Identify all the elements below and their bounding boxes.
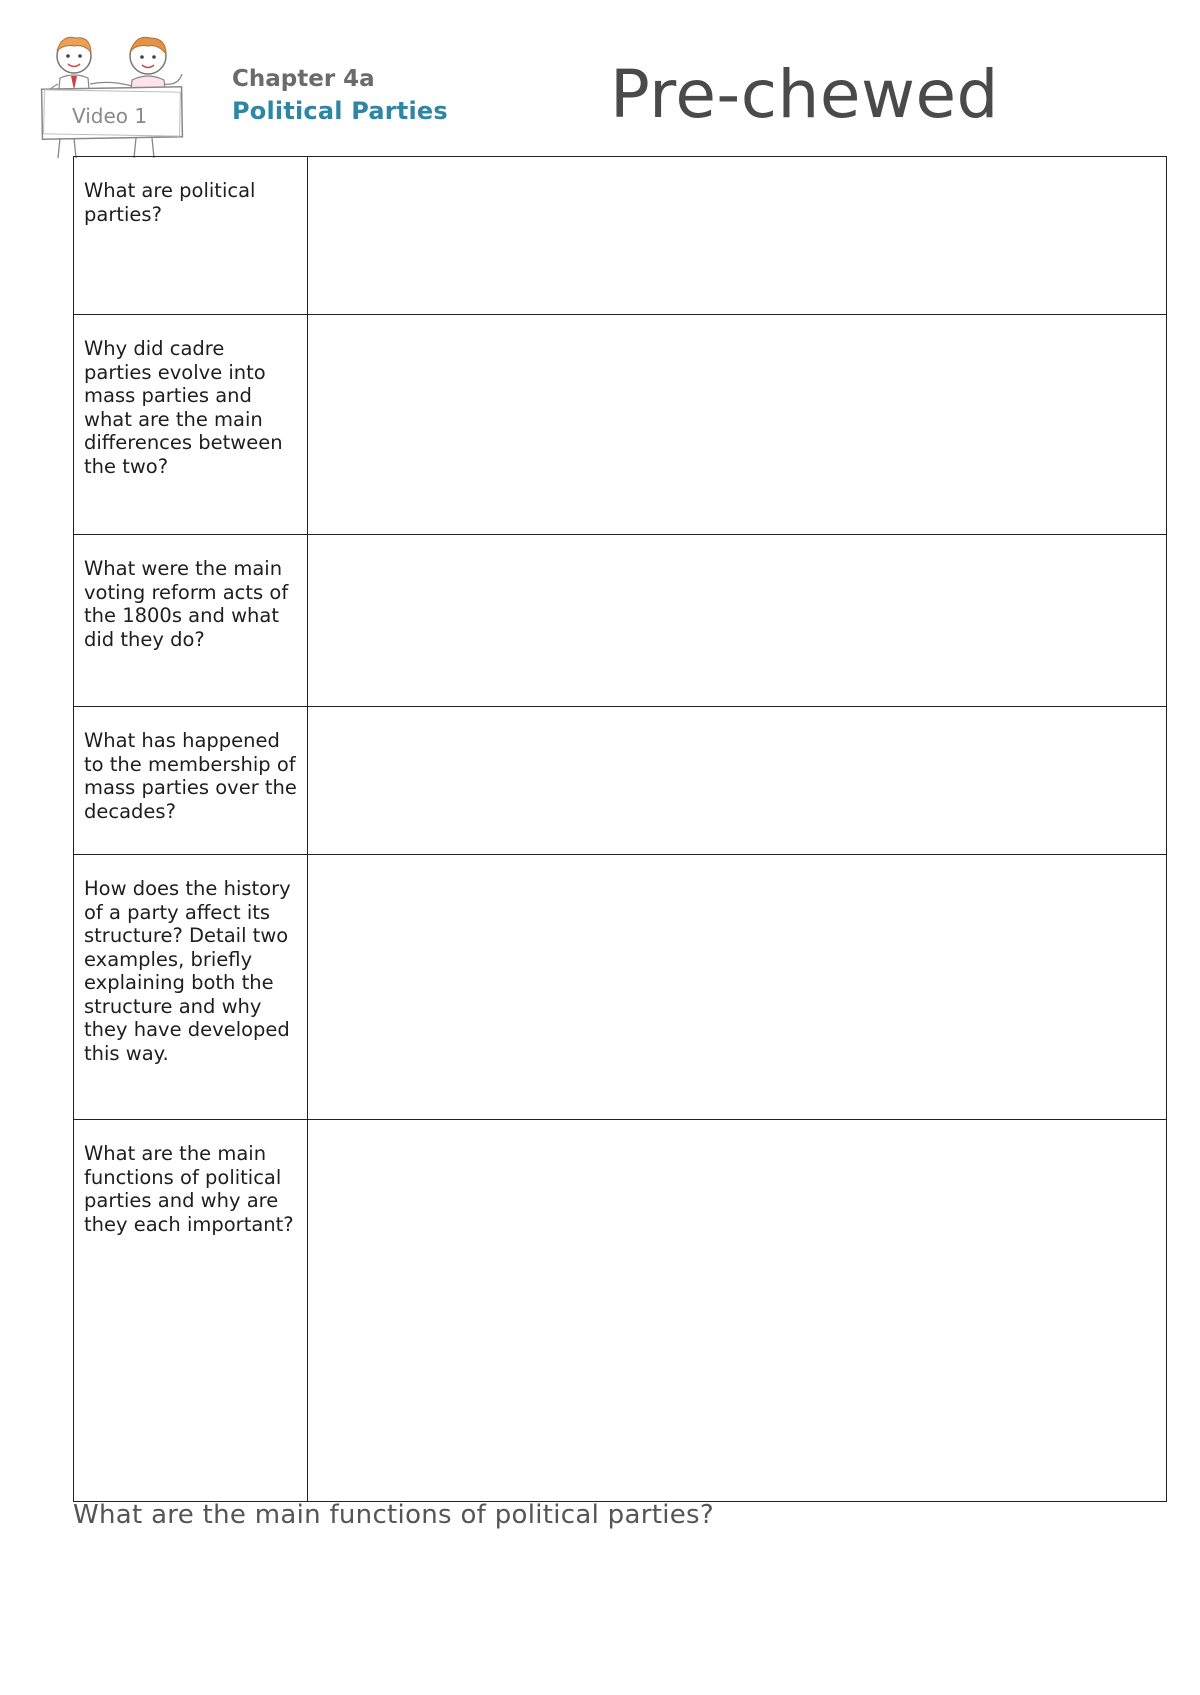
brand-title: Pre-chewed [610,56,999,133]
question-cell [74,707,308,855]
question-text: What are political parties? [84,179,256,226]
question-table [73,156,1167,1502]
table-row [74,535,1167,707]
page-header [0,0,1200,160]
answer-cell[interactable] [308,1120,1167,1502]
answer-cell[interactable] [308,707,1167,855]
question-cell [74,855,308,1120]
answer-cell[interactable] [308,535,1167,707]
question-text: What were the main voting reform acts of the 1800s and what did they do? [84,557,289,651]
table-row [74,1120,1167,1502]
question-cell [74,315,308,535]
table-row [74,855,1167,1120]
cartoon-kids-logo-icon [40,34,200,160]
answer-cell[interactable] [308,157,1167,315]
video-label: Video 1 [72,104,148,128]
topic-title: Political Parties [232,97,448,125]
question-cell [74,1120,308,1502]
question-text: What has happened to the membership of mass parties over the decades? [84,729,297,823]
question-text: How does the history of a party affect its structure? Detail two examples, briefly explaining both the structure and why they have developed this way. [84,877,291,1065]
table-row [74,157,1167,315]
question-text: Why did cadre parties evolve into mass parties and what are the main differences between the two? [84,337,283,478]
question-text: What are the main functions of political parties and why are they each important? [84,1142,294,1236]
table-row [74,315,1167,535]
answer-cell[interactable] [308,315,1167,535]
question-cell [74,157,308,315]
footer-question: What are the main functions of political parties? [73,1500,714,1530]
chapter-title: Chapter 4a [232,66,375,92]
question-cell [74,535,308,707]
table-row [74,707,1167,855]
answer-cell[interactable] [308,855,1167,1120]
